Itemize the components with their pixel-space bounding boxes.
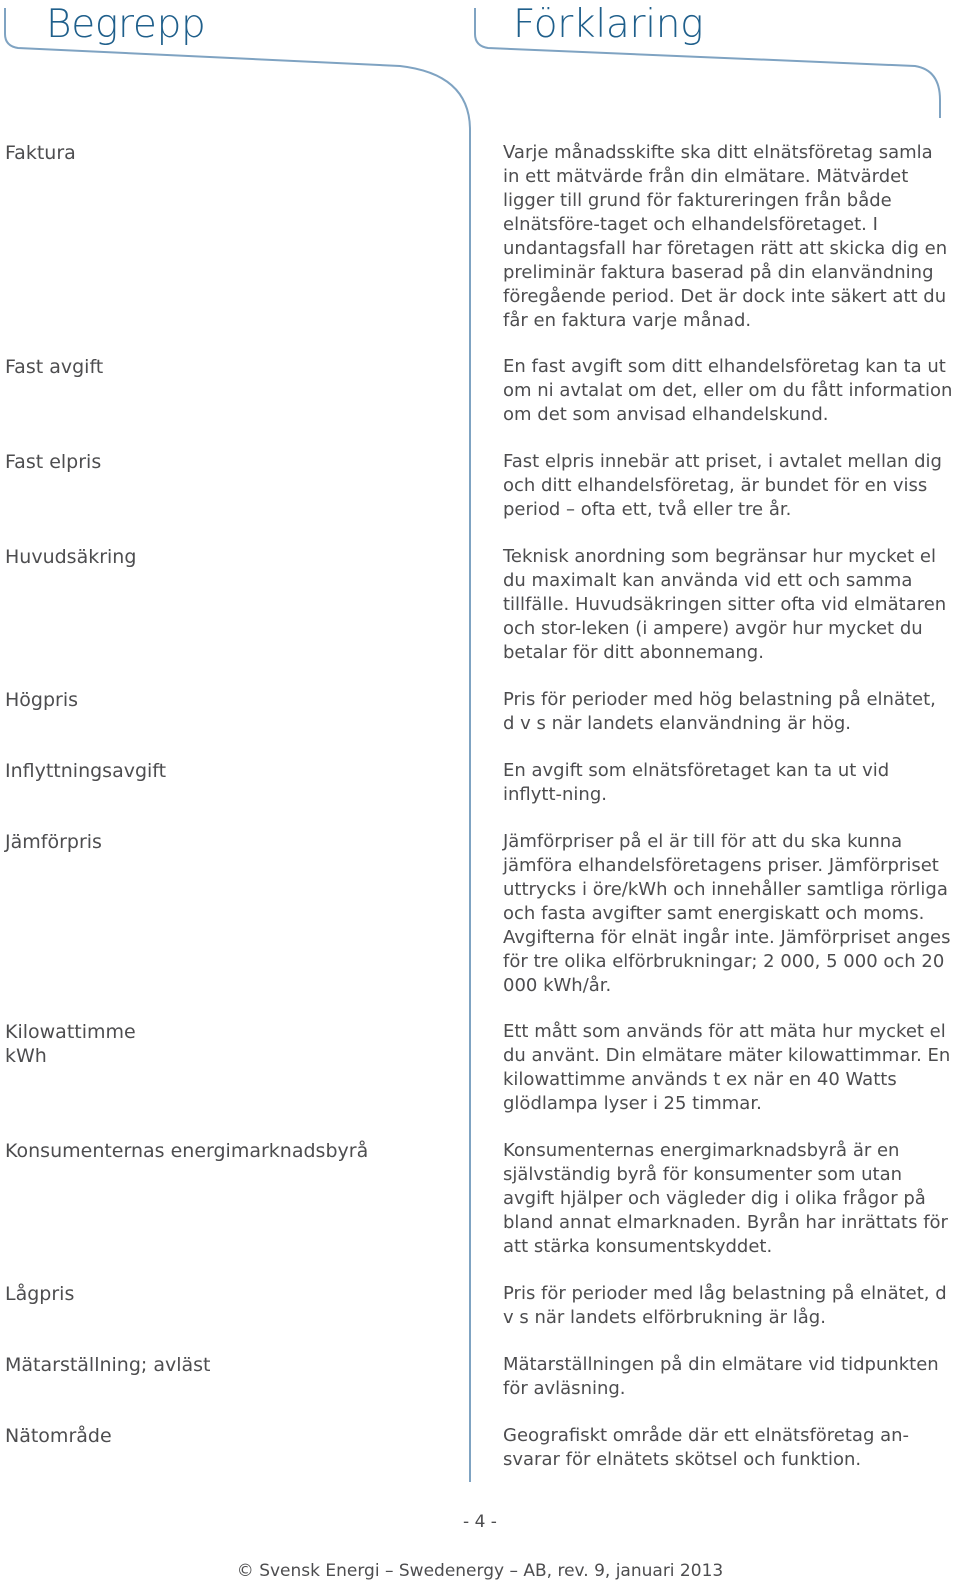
definition-fast-elpris: Fast elpris innebär att priset, i avtalet mellan dig och ditt elhandelsföretag, är bundet för en viss period – ofta ett, två eller tre år. [503, 451, 942, 520]
left-header-rule [5, 8, 470, 1482]
page-number: - 4 - [463, 1512, 497, 1532]
definition-faktura: Varje månadsskifte ska ditt elnätsföretag samla in ett mätvärde från din elmätare. Mätvärdet ligger till grund för faktureringen från både elnätsföre-taget och elhandelsföretaget. I undantagsfall har företagen rätt att skicka dig en preliminär faktura baserad på din elanvändning föregående period. Det är dock inte säkert att du får en faktura varje månad. [503, 142, 948, 331]
definition-matarstallning: Mätarställningen på din elmätare vid tidpunkten för avläsning. [503, 1354, 939, 1399]
term-hogpris: Högpris [5, 689, 79, 711]
copyright-notice: © Svensk Energi – Swedenergy – AB, rev. 9, januari 2013 [236, 1561, 724, 1581]
definition-kilowattimme: Ett mått som används för att mäta hur mycket el du använt. Din elmätare mäter kilowattimmar. En kilowattimme används t ex när en 40 Watts glödlampa lyser i 25 timmar. [503, 1021, 951, 1114]
term-fast-elpris: Fast elpris [5, 451, 102, 473]
term-jamforpris: Jämförpris [5, 831, 102, 853]
definition-fast-avgift: En fast avgift som ditt elhandelsföretag kan ta ut om ni avtalat om det, eller om du fått information om det som anvisad elhandelskund. [503, 356, 953, 425]
definition-lagpris: Pris för perioder med låg belastning på elnätet, d v s när landets elförbrukning är låg. [503, 1283, 947, 1328]
term-fast-avgift: Fast avgift [5, 356, 104, 378]
definition-natomrade: Geografiskt område där ett elnätsföretag an-svarar för elnätets skötsel och funktion. [503, 1425, 910, 1470]
definition-huvudsakring: Teknisk anordning som begränsar hur mycket el du maximalt kan använda vid ett och samma tillfälle. Huvudsäkringen sitter ofta vid elmätaren och stor-leken (i ampere) avgör hur mycket du betalar för ditt abonnemang. [503, 546, 947, 663]
definition-jamforpris: Jämförpriser på el är till för att du ska kunna jämföra elhandelsföretagens priser. Jämförpriset uttrycks i öre/kWh och innehåller samtliga rörliga och fasta avgifter samt energiskatt och moms. Avgifterna för elnät ingår inte. Jämförpriset anges för tre olika elförbrukningar; 2 000, 5 000 och 20 000 kWh/år. [503, 831, 951, 996]
definition-inflyttningsavgift: En avgift som elnätsföretaget kan ta ut vid inflytt-ning. [503, 760, 890, 805]
term-konsumenternas-energimarknadsbyra: Konsumenternas energimarknadsbyrå [5, 1140, 369, 1162]
column-heading-explanation: Förklaring [513, 2, 704, 47]
definition-konsumenternas-energimarknadsbyra: Konsumenternas energimarknadsbyrå är en självständig byrå för konsumenter som utan avgift hjälper och vägleder dig i olika frågor på bland annat elmarknaden. Byrån har inrättats för att stärka konsumentskyddet. [503, 1140, 948, 1257]
definition-hogpris: Pris för perioder med hög belastning på elnätet, d v s när landets elanvändning är hög. [503, 689, 936, 734]
term-inflyttningsavgift: Inflyttningsavgift [5, 760, 167, 782]
term-matarstallning: Mätarställning; avläst [5, 1354, 211, 1376]
term-faktura: Faktura [5, 142, 76, 164]
term-huvudsakring: Huvudsäkring [5, 546, 137, 568]
term-lagpris: Lågpris [5, 1283, 75, 1305]
column-heading-term: Begrepp [46, 2, 206, 47]
term-natomrade: Nätområde [5, 1425, 112, 1447]
term-kilowattimme: Kilowattimme kWh [5, 1021, 136, 1067]
